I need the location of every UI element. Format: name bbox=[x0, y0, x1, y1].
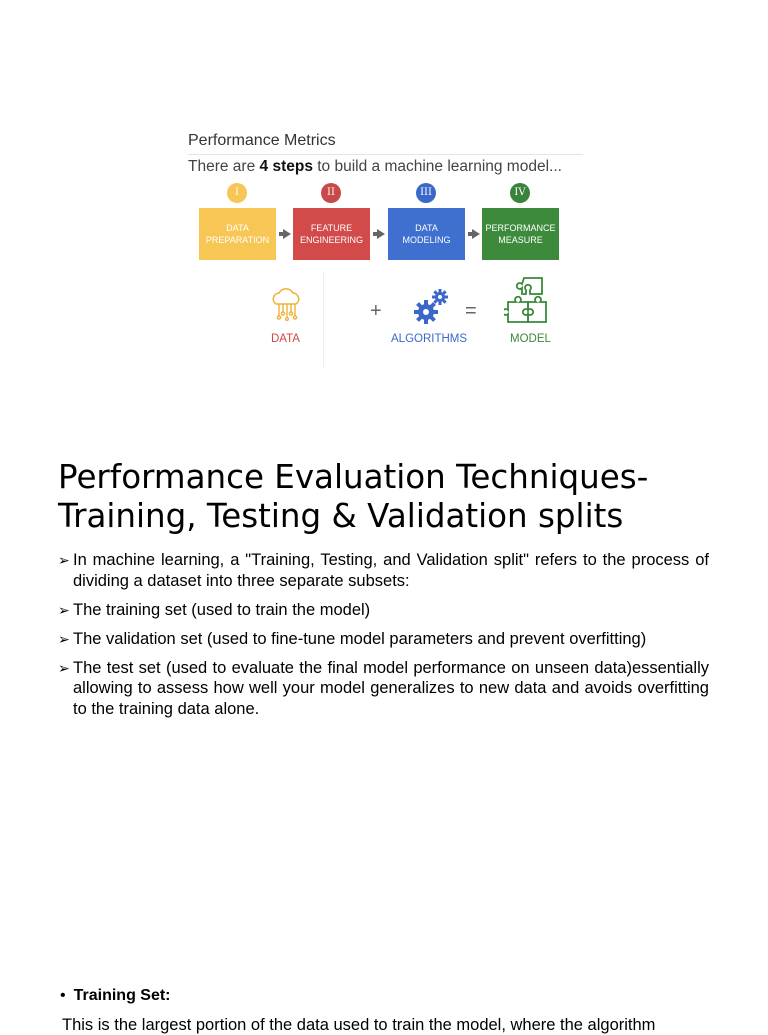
algorithms-label: ALGORITHMS bbox=[391, 333, 468, 345]
bullet-text: The test set (used to evaluate the final model performance on unseen data)essentially allowing to assess how well your model generalizes to new data and avoids overfitting to the training data alone. bbox=[73, 658, 709, 718]
arrow-bullet-icon: ➢ bbox=[58, 631, 70, 648]
figure-subtitle bbox=[188, 158, 562, 176]
arrow-bullet-icon: ➢ bbox=[58, 660, 70, 677]
ml-steps-figure bbox=[168, 122, 601, 377]
figure-title-rule bbox=[188, 154, 583, 155]
bullet-list bbox=[58, 550, 709, 728]
arrow-bullet-icon: ➢ bbox=[58, 602, 70, 619]
step-4-box: PERFORMANCE MEASURE bbox=[482, 208, 559, 260]
plus-sign: + bbox=[370, 300, 382, 322]
page-title-line-1: Performance Evaluation Techniques- bbox=[58, 458, 649, 496]
cloud-data-icon bbox=[268, 286, 304, 322]
step-3-box: DATA MODELING bbox=[388, 208, 465, 260]
bullet-text: The validation set (used to fine-tune model parameters and prevent overfitting) bbox=[73, 629, 647, 648]
section-title: Training Set: bbox=[73, 987, 171, 1004]
bullet-item bbox=[58, 550, 709, 591]
bullet-text: In machine learning, a "Training, Testing, and Validation split" refers to the process of dividing a dataset into three separate subsets: bbox=[73, 551, 709, 590]
step-3-badge: III bbox=[416, 183, 436, 203]
figure-subtitle-post: to build a machine learning model... bbox=[312, 158, 562, 175]
section-body-text: This is the largest portion of the data used to train the model, where the algorithm bbox=[62, 1016, 656, 1034]
figure-title: Performance Metrics bbox=[188, 132, 336, 149]
bullet-text: The training set (used to train the model) bbox=[73, 600, 371, 619]
figure-subtitle-pre: There are bbox=[188, 158, 260, 175]
section-heading bbox=[60, 987, 171, 1005]
arrow-right-icon bbox=[283, 229, 291, 239]
gears-icon bbox=[411, 288, 451, 326]
arrow-bullet-icon: ➢ bbox=[58, 553, 70, 569]
bullet-item bbox=[58, 658, 709, 720]
bullet-item bbox=[58, 600, 709, 621]
arrow-right-icon bbox=[472, 229, 480, 239]
bullet-dot-icon: • bbox=[60, 987, 66, 1004]
puzzle-icon bbox=[504, 274, 550, 326]
step-1-box: DATA PREPARATION bbox=[199, 208, 276, 260]
data-label: DATA bbox=[271, 333, 300, 345]
step-2-box: FEATURE ENGINEERING bbox=[293, 208, 370, 260]
page-title bbox=[58, 458, 748, 536]
arrow-right-icon bbox=[377, 229, 385, 239]
bullet-item bbox=[58, 629, 709, 650]
figure-divider bbox=[323, 272, 324, 367]
step-4-badge: IV bbox=[510, 183, 530, 203]
figure-subtitle-bold: 4 steps bbox=[259, 158, 313, 175]
step-1-badge: I bbox=[227, 183, 247, 203]
step-2-badge: II bbox=[321, 183, 341, 203]
model-label: MODEL bbox=[510, 333, 551, 345]
equals-sign: = bbox=[465, 300, 477, 322]
page-title-line-2: Training, Testing & Validation splits bbox=[58, 497, 624, 535]
